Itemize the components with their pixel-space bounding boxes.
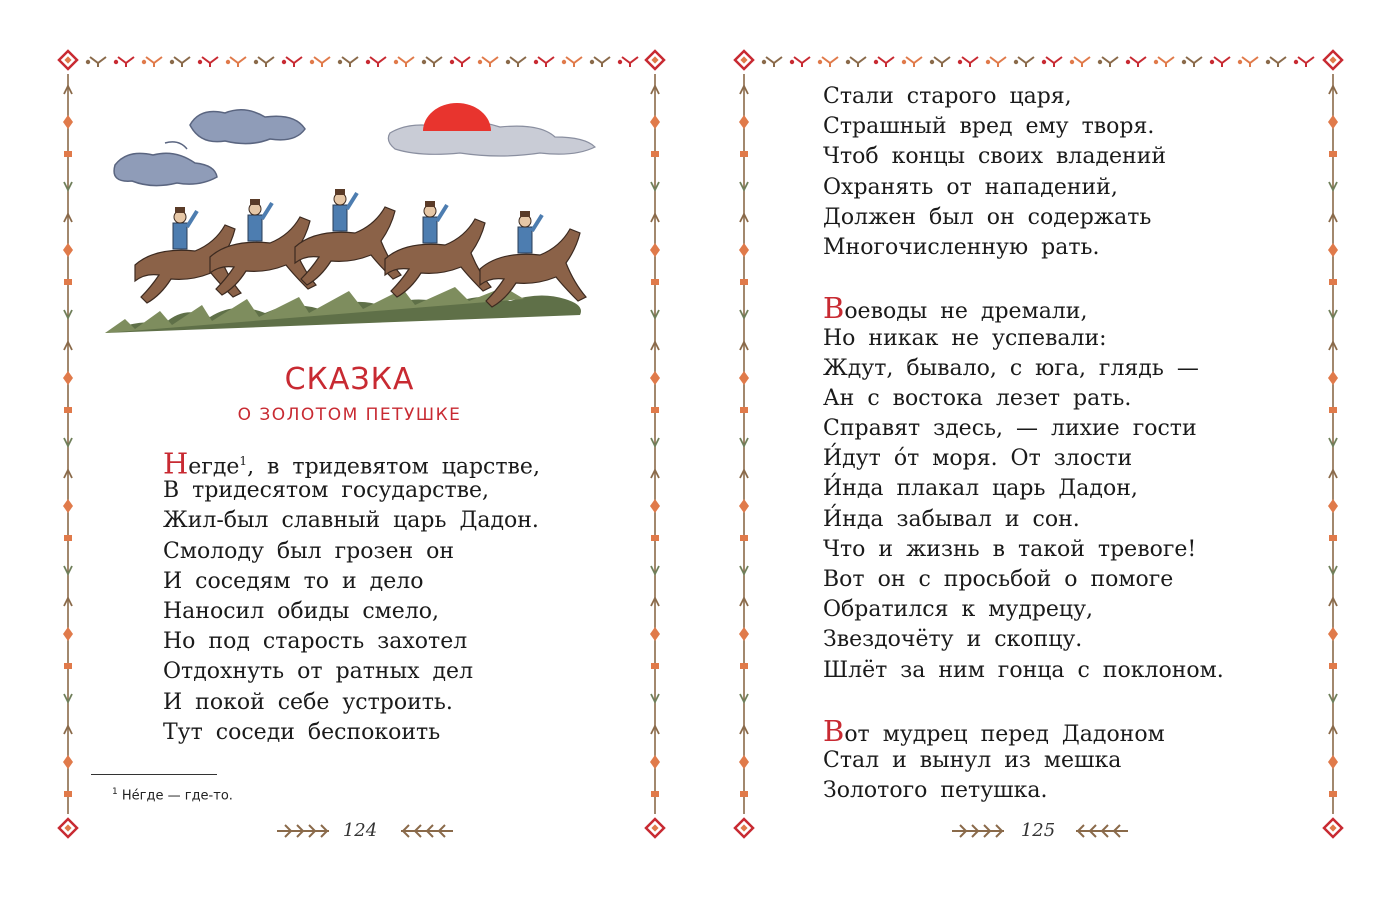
verse-line: Наносил обиды смело, [163,598,440,624]
verse-line: Но никак не успевали: [823,325,1107,351]
verse-line: Звездочёту и скопцу. [823,627,1083,653]
horsemen-illustration [105,95,620,340]
page-number-right: 125 [1020,820,1056,841]
drop-initial: В [823,713,845,748]
drop-initial: В [823,291,845,326]
verse-line: Вот он с просьбой о помоге [823,567,1174,592]
drop-initial: Н [163,446,189,481]
verse-line: Справят здесь, — лихие гости [823,416,1197,442]
left-page [0,0,699,918]
verse-line: Тут соседи беспокоить [163,719,441,745]
verse-line: Отдохнуть от ратных дел [163,659,474,685]
verse-line: И́нда плакал царь Дадон, [823,476,1138,502]
arrow-ornament-icon [950,822,1010,840]
verse-line: Шлёт за ним гонца с поклоном. [823,657,1224,683]
verse-line: Многочисленную рать. [823,234,1100,260]
verse-line: И покой себе устроить. [163,689,453,715]
verse-line: Чтоб концы своих владений [823,144,1167,170]
verse-line: Что и жизнь в такой тревоге! [823,536,1197,562]
verse-line: Но под старость захотел [163,629,468,655]
verse-line: Стал и вынул из мешка [823,748,1122,774]
verse-line-first: Воеводы не дремали, [823,291,1088,326]
verse-line: Золотого петушка. [823,778,1048,804]
footnote-rule [91,774,217,775]
verse-line: И́нда забывал и сон. [823,506,1080,532]
stanza-break [823,263,1224,293]
verse-line: Охранять от нападений, [823,174,1118,200]
stanza-break [823,686,1224,716]
verse-line-first: Вот мудрец перед Дадоном [823,713,1165,748]
verse-line: Ждут, бывало, с юга, глядь — [823,355,1199,381]
verse-block-left [163,446,540,748]
arrow-ornament-icon [275,822,335,840]
verse-line: Смолоду был грозен он [163,538,455,564]
verse-line: Страшный вред ему творя. [823,114,1155,140]
page-number-left: 124 [342,820,378,841]
story-title: СКАЗКА [284,362,415,397]
verse-line: Должен был он содержать [823,204,1152,230]
arrow-ornament-icon [395,822,455,840]
footnote-marker[interactable]: 1 [239,454,248,468]
story-subtitle: О ЗОЛОТОМ ПЕТУШКЕ [237,405,462,425]
footnote: $^1$ Не́где — где-то. [112,787,233,804]
verse-line: И соседям то и дело [163,568,424,594]
verse-line: Обратился к мудрецу, [823,597,1094,623]
verse-line: Жил-был славный царь Дадон. [163,508,539,534]
right-page [700,0,1399,918]
verse-line: Ан с востока лезет рать. [823,385,1132,411]
verse-line: Стали старого царя, [823,84,1072,109]
verse-line: И́дут о́т моря. От злости [823,446,1133,472]
verse-block-right [823,82,1224,807]
verse-line-first: Негде$^1$, в тридевятом царстве, [163,446,540,481]
verse-line: В тридесятом государстве, [163,478,490,504]
arrow-ornament-icon [1070,822,1130,840]
